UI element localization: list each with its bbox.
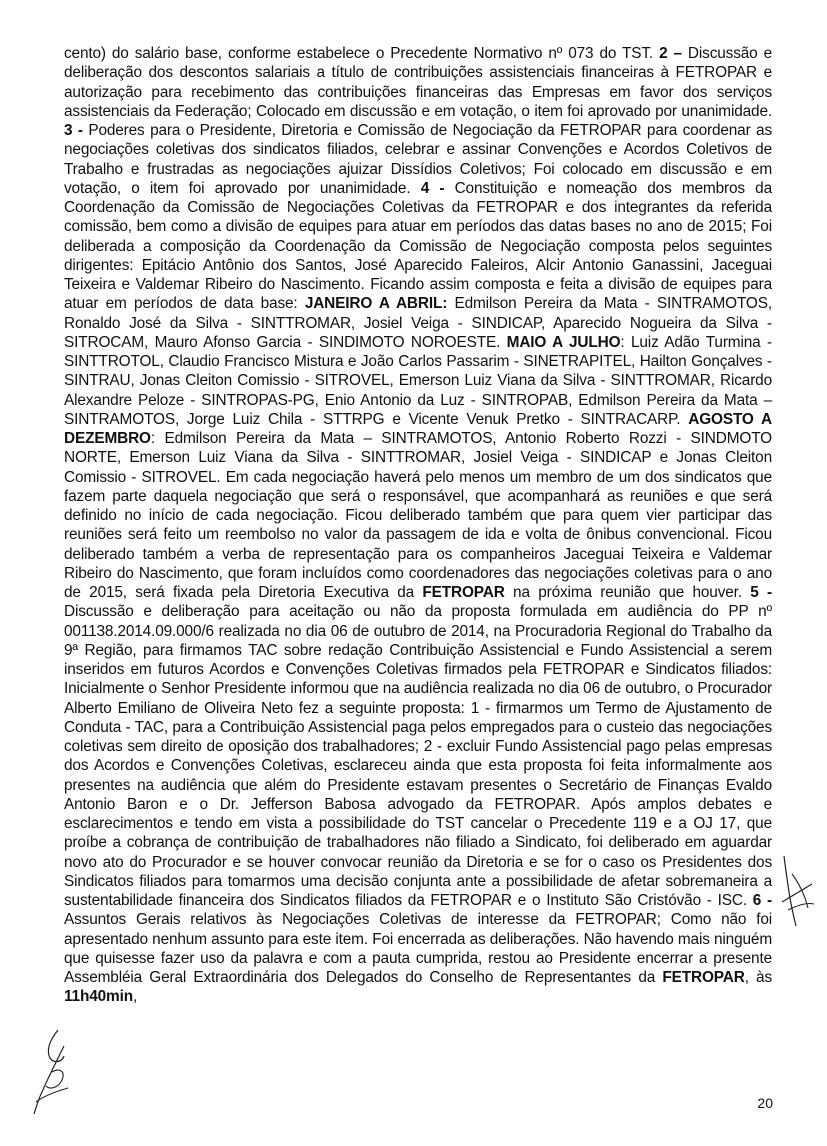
body-paragraph	[64, 44, 772, 1007]
item-number-5: 5 -	[750, 584, 772, 601]
body-text: na próxima reunião que houver.	[504, 584, 751, 601]
body-text: Assuntos Gerais relativos às Negociações Coletivas de interesse da FETROPAR; Como não foi apresentado nenhum assunto para este item. Foi encerrada as deliberações. Não havendo mais ninguém que quisesse fazer uso da palavra e com a pauta cumprida, restou ao Presidente encerrar a presente Assembléia Geral Extraordinária dos Delegados do Conselho de Representantes da	[64, 911, 772, 986]
body-text: Constituição e nomeação dos membros da Coordenação da Comissão de Negociações Coletivas da FETROPAR e dos integrantes da referida comissão, bem como a divisão de equipes para atuar em períodos das datas bases no ano de 2015; Foi deliberada a composição da Coordenação da Comissão de Negociação composta pelos seguintes dirigentes: Epitácio Antônio dos Santos, José Aparecido Faleiros, Alcir Antonio Ganassini, Jaceguai Teixeira e Valdemar Ribeiro do Nascimento. Ficando assim composta e feita a divisão de equipes para atuar em períodos de data base:	[64, 179, 772, 313]
body-text: : Luiz Adão Turmina - SINTTROTOL, Claudio Francisco Mistura e João Carlos Passarim - SINETRAPITEL, Hailton Gonçalves - SINTRAU, Jonas Cleiton Comissio - SITROVEL, Emerson Luiz Viana da Silva - SINTTROMAR, Ricardo Alexandre Peloze - SINTROPAS-PG, Enio Antonio da Luz - SINTROPAB, Edmilson Pereira da Mata – SINTRAMOTOS, Jorge Luiz Chila - STTRPG e Vicente Venuk Pretko - SINTRACARP.	[64, 333, 772, 428]
item-number-3: 3 -	[64, 122, 83, 139]
page-number: 20	[757, 1095, 773, 1111]
body-text: Discussão e deliberação para aceitação ou não da proposta formulada em audiência do PP nº 001138.2014.09.000/6 realizada no dia 06 de outubro de 2014, na Procuradoria Regional do Trabalho da 9ª Região, para firmamos TAC sobre redação Contribuição Assistencial e Fundo Assistencial a serem inseridos em futuros Acordos e Convenções Coletivas firmados pela FETROPAR e Sindicatos filiados: Inicialmente o Senhor Presidente informou que na audiência realizada no dia 06 de outubro, o Procurador Alberto Emiliano de Oliveira Neto fez a seguinte proposta: 1 - firmarmos um Termo de Ajustamento de Conduta - TAC, para a Contribuição Assistencial paga pelos empregados para o custeio das negociações coletivas sem direito de oposição dos trabalhadores; 2 - excluir Fundo Assistencial pago pelas empresas dos Acordos e Convenções Coletivas, esclareceu ainda que esta proposta foi feita informalmente aos presentes na audiência que além do Presidente estavam presentes o Secretário de Finanças Evaldo Antonio Baron e o Dr. Jefferson Babosa advogado da FETROPAR. Após amplos debates e esclarecimentos e tendo em vista a possibilidade do TST cancelar o Precedente 119 e a OJ 17, que proíbe a cobrança de contribuição de trabalhadores não filiado a Sindicato, foi deliberado em aguardar novo ato do Procurador e se houver convocar reunião da Diretoria e se for o caso os Presidentes dos Sindicatos filiados para tomarmos uma decisão conjunta ante a possibilidade de afetar sobremaneira a sustentabilidade financeira dos Sindicatos filiados da FETROPAR e o Instituto São Cristóvão - ISC.	[64, 603, 772, 909]
body-text: Discussão e deliberação dos descontos salariais a título de contribuições assistenciais financeiras à FETROPAR e autorização para recebimento das contribuições financeiras das Empresas em favor dos serviços assistenciais da Federação; Colocado em discussão e em votação, o item foi aprovado por unanimidade.	[64, 45, 773, 120]
body-text: : Edmilson Pereira da Mata – SINTRAMOTOS, Antonio Roberto Rozzi - SINDMOTO NORTE, Emerson Luiz Viana da Silva - SINTTROMAR, Josiel Veiga - SINDICAP e Jonas Cleiton Comissio - SITROVEL. Em cada negociação haverá pelo menos um membro de um dos sindicatos que fazem parte daquela negociação que será o responsável, que acompanhará as reuniões e que será definido no início de cada negociação. Ficou deliberado também que para quem vier participar das reuniões será feito um reembolso no valor da passagem de ida e volta de ônibus convencional. Ficou deliberado também a verba de representação para os companheiros Jaceguai Teixeira e Valdemar Ribeiro do Nascimento, que foram incluídos como coordenadores das negociações coletivas para o ano de 2015, será fixada pela Diretoria Executiva da	[64, 430, 772, 601]
item-number-6: 6 -	[752, 892, 772, 909]
closing-time: 11h40min	[64, 988, 133, 1006]
body-text: , às	[744, 969, 772, 986]
body-text: ,	[132, 988, 138, 1006]
period-heading-aug-dec: AGOSTO A DEZEMBRO	[64, 410, 772, 447]
period-heading-may-jul: MAIO A JULHO	[506, 333, 621, 351]
item-number-2: 2 –	[659, 45, 682, 62]
item-number-4: 4 -	[420, 179, 445, 197]
body-text: Poderes para o Presidente, Diretoria e Comissão de Negociação da FETROPAR para coordenar as negociações coletivas dos sindicatos filiados, celebrar e assinar Convenções e Acordos Coletivos de Trabalho e frustradas as negociações ajuizar Dissídios Coletivos; Foi colocado em discussão e em votação, o item foi aprovado por unanimidade.	[64, 122, 772, 197]
fetropar-emphasis: FETROPAR	[662, 969, 745, 986]
margin-initials-signature	[778, 852, 818, 930]
period-heading-jan-apr: JANEIRO A ABRIL:	[304, 295, 448, 313]
body-text: cento) do salário base, conforme estabelece o Precedente Normativo nº 073 do TST.	[64, 45, 660, 62]
document-body	[64, 44, 772, 1007]
fetropar-emphasis: FETROPAR	[422, 584, 505, 601]
body-text: Edmilson Pereira da Mata - SINTRAMOTOS, Ronaldo José da Silva - SINTTROMAR, Josiel Veiga - SINDICAP, Aparecido Nogueira da Silva - SITROCAM, Mauro Afonso Garcia - SINDIMOTO NOROESTE.	[64, 295, 772, 351]
left-margin-signature	[28, 1026, 80, 1118]
